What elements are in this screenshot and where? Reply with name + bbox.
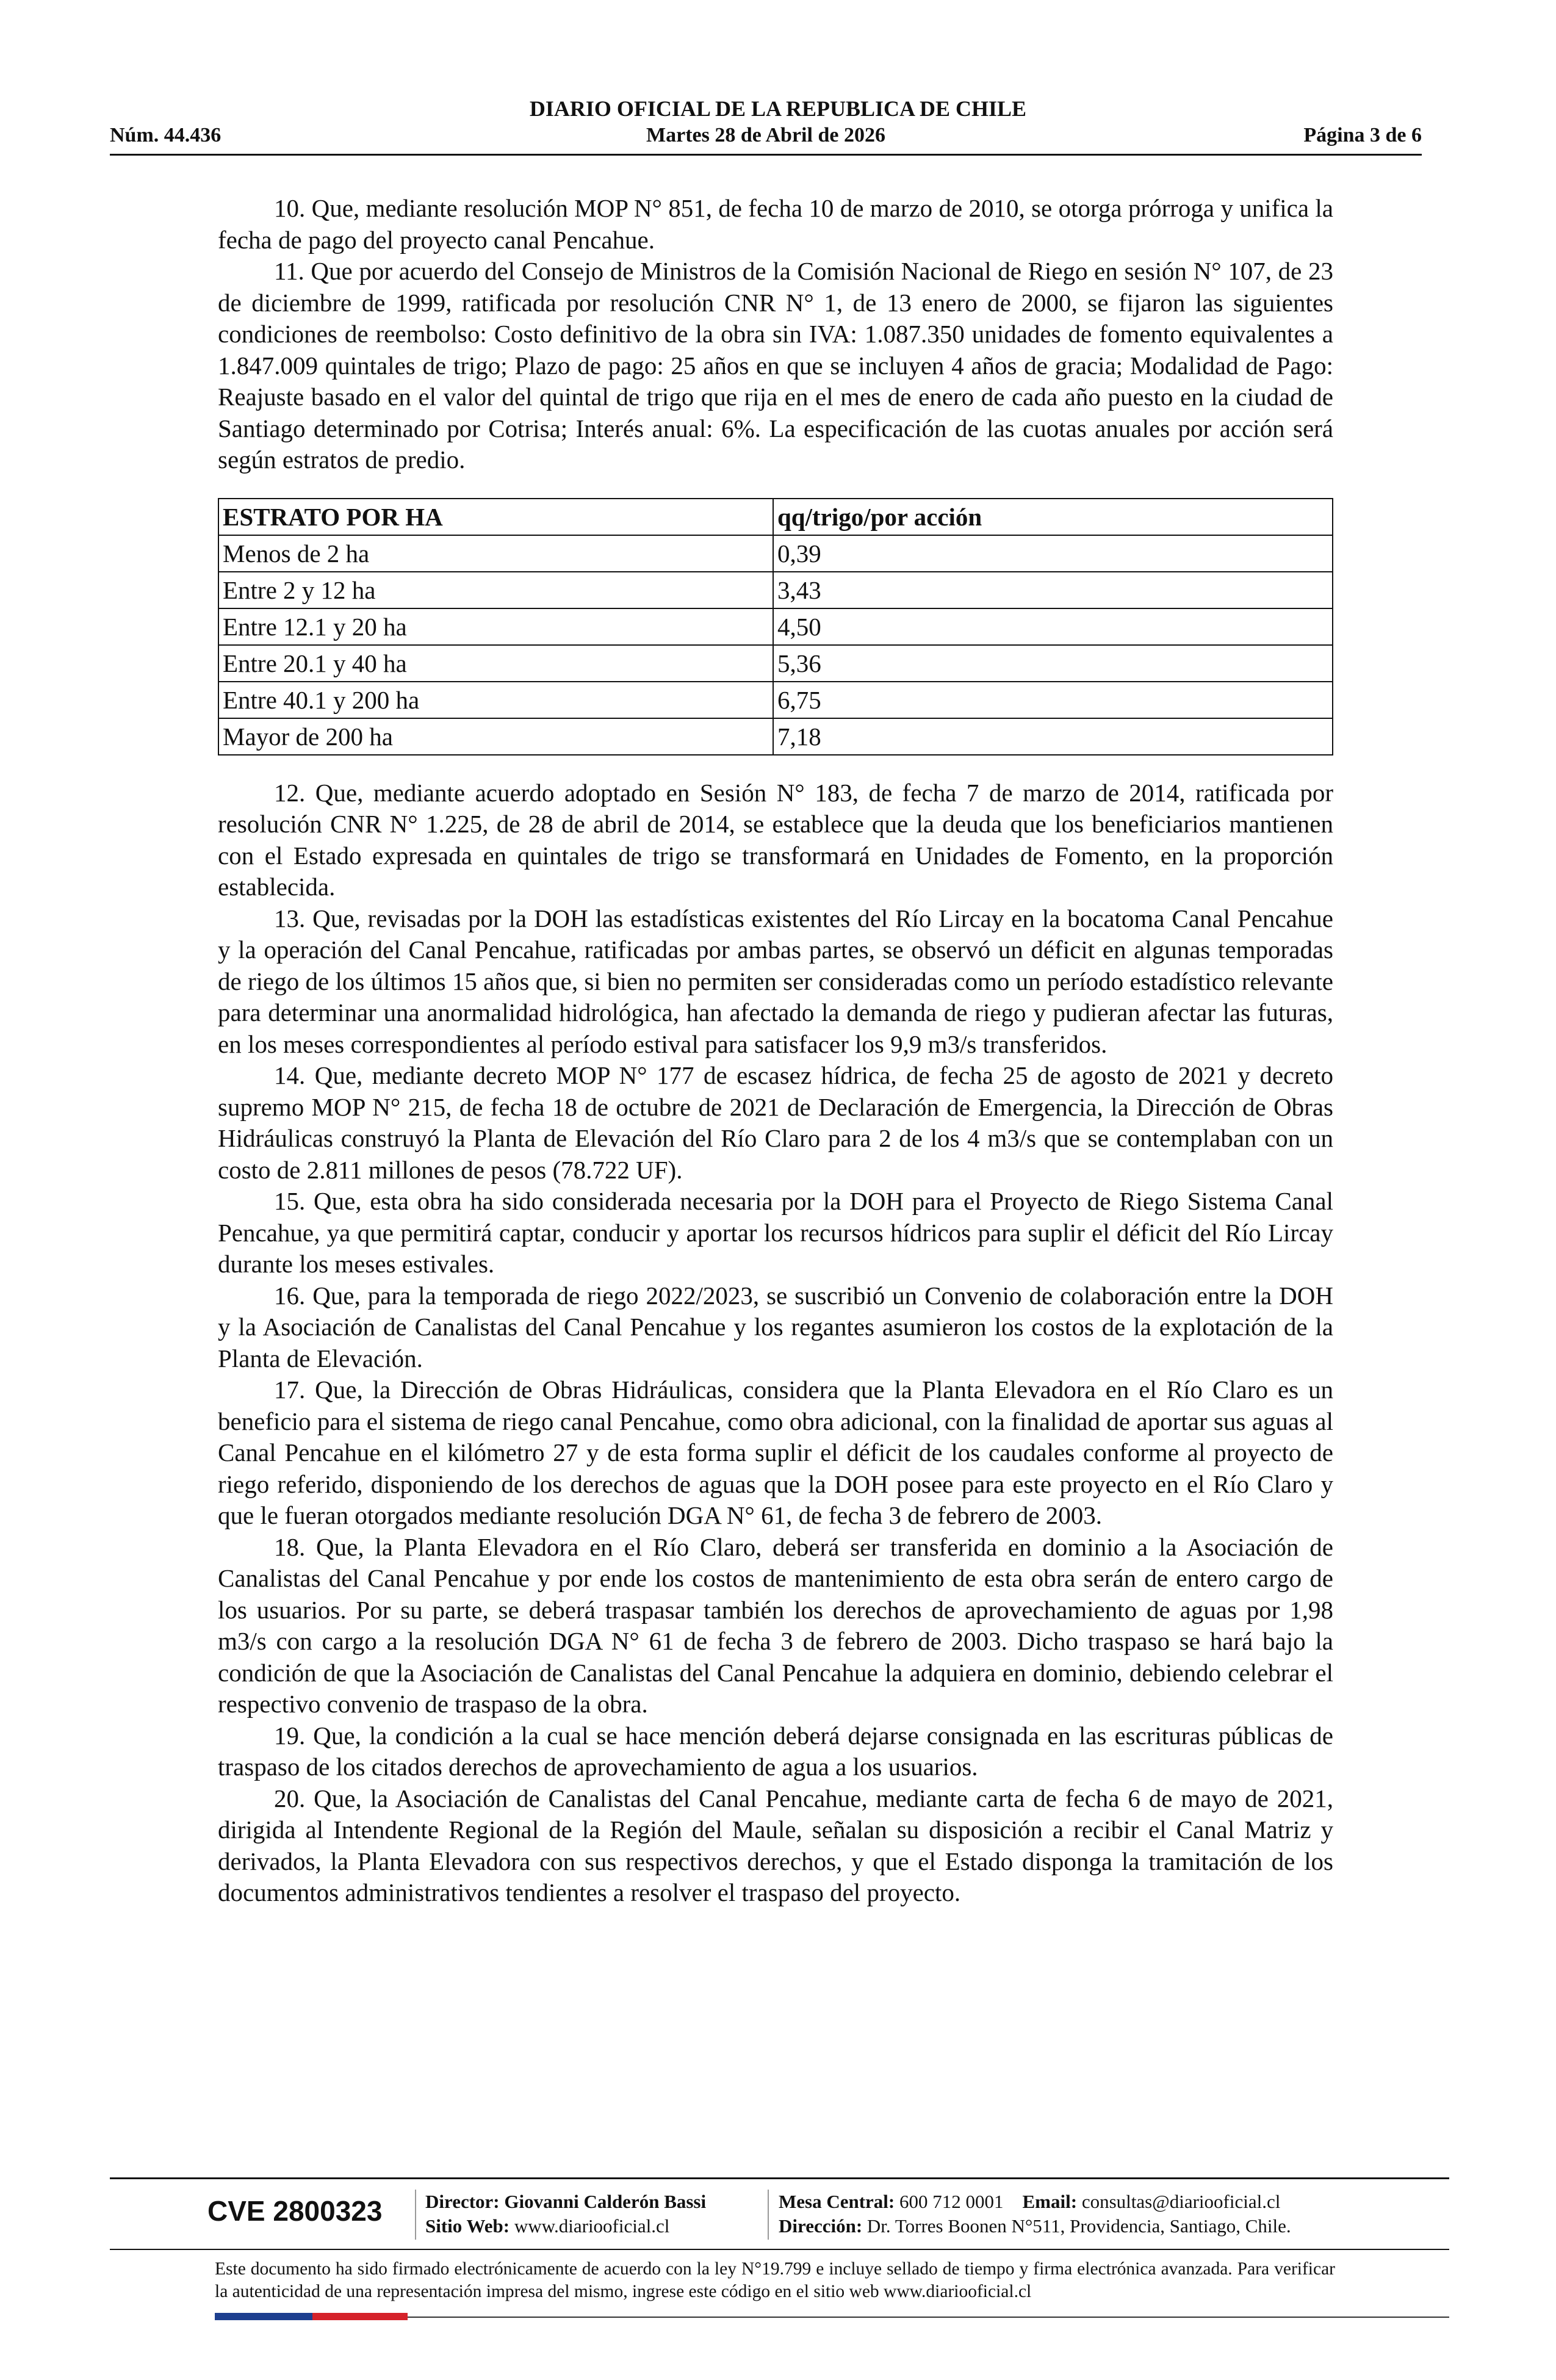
- paragraph-10: 10. Que, mediante resolución MOP N° 851, de fecha 10 de marzo de 2010, se otorga prórroga y unifica la fecha de pago del proyecto canal Pencahue.: [218, 194, 1333, 254]
- footer-divider-mid: [110, 2249, 1449, 2250]
- director-name: Giovanni Calderón Bassi: [504, 2191, 707, 2212]
- table-row: [218, 608, 1333, 645]
- paragraph-15: 15. Que, esta obra ha sido considerada necesaria por la DOH para el Proyecto de Riego Sistema Canal Pencahue, ya que permitirá captar, conducir y aportar los recursos hídricos para suplir el déficit del Río Lircay durante los meses estivales.: [218, 1187, 1333, 1278]
- footer-separator: [415, 2190, 416, 2240]
- table-cell-estrato: Entre 20.1 y 40 ha: [218, 645, 773, 682]
- mesa-central-label: Mesa Central:: [779, 2191, 895, 2212]
- address-label: Dirección:: [779, 2215, 863, 2237]
- table-cell-estrato: Entre 2 y 12 ha: [218, 572, 773, 608]
- paragraph-13: 13. Que, revisadas por la DOH las estadísticas existentes del Río Lircay en la bocatoma Canal Pencahue y la operación del Canal Pencahue, ratificadas por ambas partes, se observó un déficit en algunas temporadas de riego de los últimos 15 años que, si bien no permiten ser consideradas como un período estadístico relevante para determinar una anormalidad hidrológica, han afectado la demanda de riego y pudieran afectar las futuras, en los meses correspondientes al período estival para satisfacer los 9,9 m3/s transferidos.: [218, 904, 1333, 1058]
- header-divider: [110, 154, 1422, 156]
- footer-divider-top: [110, 2177, 1449, 2179]
- strata-table: [218, 498, 1333, 755]
- table-cell-estrato: Menos de 2 ha: [218, 535, 773, 572]
- table-cell-value: 3,43: [773, 572, 1333, 608]
- paragraph-19: 19. Que, la condición a la cual se hace mención deberá dejarse consignada en las escrituras públicas de traspaso de los citados derechos de aprovechamiento de agua a los usuarios.: [218, 1721, 1333, 1781]
- email-label: Email:: [1022, 2191, 1078, 2212]
- footer-separator: [768, 2190, 769, 2240]
- table-row: [218, 682, 1333, 718]
- table-cell-value: 0,39: [773, 535, 1333, 572]
- email-link[interactable]: consultas@diariooficial.cl: [1081, 2191, 1281, 2212]
- paragraph-18: 18. Que, la Planta Elevadora en el Río Claro, deberá ser transferida en dominio a la Asociación de Canalistas del Canal Pencahue y por ende los costos de mantenimiento de esta obra serán de entero cargo de los usuarios. Por su parte, se deberá traspasar también los derechos de aprovechamiento de aguas por 1,98 m3/s con cargo a la resolución DGA N° 61 de fecha 3 de febrero de 2003. Dicho traspaso se hará bajo la condición de que la Asociación de Canalistas del Canal Pencahue la adquiera en dominio, debiendo celebrar el respectivo convenio de traspaso de la obra.: [218, 1532, 1333, 1718]
- footer-director-block: [425, 2190, 706, 2238]
- newspaper-title: DIARIO OFICIAL DE LA REPUBLICA DE CHILE: [529, 96, 1027, 121]
- footer-contact-block: [779, 2190, 1291, 2238]
- table-header-row: [218, 499, 1333, 535]
- paragraph-14: 14. Que, mediante decreto MOP N° 177 de escasez hídrica, de fecha 25 de agosto de 2021 y decreto supremo MOP N° 215, de fecha 18 de octubre de 2021 de Declaración de Emergencia, la Dirección de Obras Hidráulicas construyó la Planta de Elevación del Río Claro para 2 de los 4 m3/s que se contemplaban con un costo de 2.811 millones de pesos (78.722 UF).: [218, 1061, 1333, 1184]
- table-cell-value: 5,36: [773, 645, 1333, 682]
- director-label: Director:: [425, 2191, 500, 2212]
- page-indicator: Página 3 de 6: [1303, 124, 1422, 146]
- table-row: [218, 645, 1333, 682]
- address-value: Dr. Torres Boonen N°511, Providencia, Santiago, Chile.: [866, 2215, 1291, 2237]
- paragraph-17: 17. Que, la Dirección de Obras Hidráulicas, considera que la Planta Elevadora en el Río Claro es un beneficio para el sistema de riego canal Pencahue, como obra adicional, con la finalidad de aportar sus aguas al Canal Pencahue en el kilómetro 27 y de esta forma suplir el déficit de los caudales conforme al proyecto de riego referido, disponiendo de los derechos de aguas que la DOH posee para este proyecto en el Río Claro y que le fueran otorgados mediante resolución DGA N° 61, de fecha 3 de febrero de 2003.: [218, 1376, 1333, 1529]
- issue-number: Núm. 44.436: [110, 124, 222, 146]
- issue-date: Martes 28 de Abril de 2026: [646, 124, 885, 146]
- table-cell-estrato: Entre 40.1 y 200 ha: [218, 682, 773, 718]
- cve-code: CVE 2800323: [207, 2195, 383, 2227]
- website-label: Sitio Web:: [425, 2215, 510, 2237]
- mesa-central-phone: 600 712 0001: [899, 2191, 1004, 2212]
- document-body: [218, 193, 1333, 1909]
- website-link[interactable]: www.diariooficial.cl: [514, 2215, 670, 2237]
- paragraph-16: 16. Que, para la temporada de riego 2022/2023, se suscribió un Convenio de colaboración entre la DOH y la Asociación de Canalistas del Canal Pencahue y los regantes asumieron los costos de la explotación de la Planta de Elevación.: [218, 1281, 1333, 1372]
- table-row: [218, 535, 1333, 572]
- table-cell-value: 7,18: [773, 718, 1333, 755]
- table-row: [218, 718, 1333, 755]
- table-cell-estrato: Entre 12.1 y 20 ha: [218, 608, 773, 645]
- paragraph-11: 11. Que por acuerdo del Consejo de Ministros de la Comisión Nacional de Riego en sesión N° 107, de 23 de diciembre de 1999, ratificada por resolución CNR N° 1, de 13 enero de 2000, se fijaron las siguientes condiciones de reembolso: Costo definitivo de la obra sin IVA: 1.087.350 unidades de fomento equivalentes a 1.847.009 quintales de trigo; Plazo de pago: 25 años en que se incluyen 4 años de gracia; Modalidad de Pago: Reajuste basado en el valor del quintal de trigo que rija en el mes de enero de cada año puesto en la ciudad de Santiago determinado por Cotrisa; Interés anual: 6%. La especificación de las cuotas anuales por acción será según estratos de predio.: [218, 257, 1333, 474]
- table-cell-value: 4,50: [773, 608, 1333, 645]
- table-header-qq: qq/trigo/por acción: [773, 499, 1333, 535]
- table-row: [218, 572, 1333, 608]
- header-row: [110, 122, 1422, 149]
- table-header-estrato: ESTRATO POR HA: [218, 499, 773, 535]
- flag-stripe-blue: [215, 2313, 312, 2320]
- table-cell-value: 6,75: [773, 682, 1333, 718]
- signature-disclaimer: Este documento ha sido firmado electrónicamente de acuerdo con la ley N°19.799 e incluye sellado de tiempo y firma electrónica avanzada. Para verificar la autenticidad de una representación impresa del mismo, ingrese este código en el sitio web www.diariooficial.cl: [215, 2259, 1335, 2301]
- flag-stripe-red: [312, 2313, 408, 2320]
- table-cell-estrato: Mayor de 200 ha: [218, 718, 773, 755]
- paragraph-20: 20. Que, la Asociación de Canalistas del Canal Pencahue, mediante carta de fecha 6 de mayo de 2021, dirigida al Intendente Regional de la Región del Maule, señalan su disposición a recibir el Canal Matriz y derivados, la Planta Elevadora con sus respectivos derechos, y que el Estado disponga la tramitación de los documentos administrativos tendientes a resolver el traspaso del proyecto.: [218, 1784, 1333, 1906]
- footer-divider-bottom: [408, 2317, 1449, 2318]
- paragraph-12: 12. Que, mediante acuerdo adoptado en Sesión N° 183, de fecha 7 de marzo de 2014, ratificada por resolución CNR N° 1.225, de 28 de abril de 2014, se establece que la deuda que los beneficiarios mantienen con el Estado expresada en quintales de trigo se transformará en Unidades de Fomento, en la proporción establecida.: [218, 778, 1333, 901]
